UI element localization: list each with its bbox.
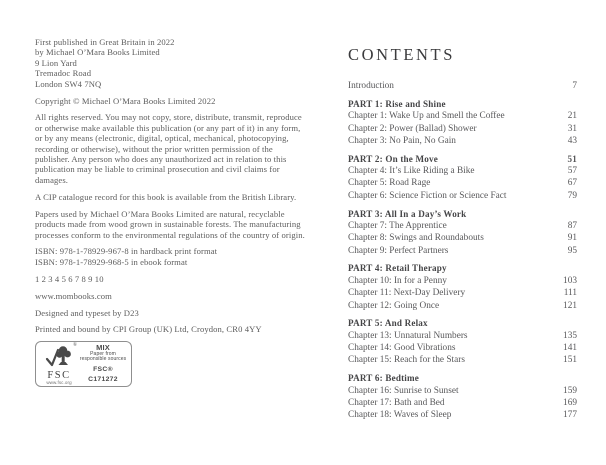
toc-entry-label: Chapter 6: Science Fiction or Science Fact: [348, 190, 507, 201]
toc-row-chapter-9: [348, 245, 577, 257]
toc-entry-page: 121: [563, 300, 577, 311]
toc-row-chapter-5: [348, 177, 577, 189]
toc-entry-label: Chapter 12: Going Once: [348, 300, 440, 311]
toc-entry-page: 91: [567, 233, 577, 244]
toc-entry-page: 177: [563, 410, 577, 421]
toc-entry-page: 159: [563, 385, 577, 396]
toc-row-chapter-18: [348, 409, 577, 421]
toc-row-chapter-4: [348, 165, 577, 177]
print-run-numbers: 1 2 3 4 5 6 7 8 9 10: [35, 273, 104, 284]
isbn-block: [35, 246, 305, 267]
fsc-source-line-2: responsible sources: [79, 356, 127, 363]
toc-entry-page: 21: [567, 111, 577, 122]
toc-entry-label: Chapter 18: Waves of Sleep: [348, 410, 452, 421]
address-line-2: Tremadoc Road: [35, 68, 92, 79]
toc-entry-page: 95: [567, 245, 577, 256]
toc-entry-page: 141: [563, 343, 577, 354]
toc-entry-label: Chapter 14: Good Vibrations: [348, 343, 456, 354]
toc-row-part-6: [348, 372, 577, 384]
toc-entry-label: Chapter 5: Road Rage: [348, 178, 431, 189]
toc-entry-page: 43: [567, 135, 577, 146]
toc-entry-page: 79: [567, 190, 577, 201]
toc-entry-page: 87: [567, 220, 577, 231]
toc-entry-page: 111: [563, 288, 577, 299]
fsc-mix-block: [78, 343, 128, 386]
toc-entry-label: Chapter 1: Wake Up and Smell the Coffee: [348, 111, 505, 122]
toc-entry-label: Chapter 16: Sunrise to Sunset: [348, 385, 459, 396]
toc-row-chapter-13: [348, 330, 577, 342]
fsc-logo-block: [40, 344, 78, 385]
toc-row-chapter-12: [348, 300, 577, 312]
fsc-tree-check-icon: [44, 344, 74, 370]
toc-row-chapter-15: [348, 354, 577, 366]
toc-entry-page: 151: [563, 355, 577, 366]
toc-row-chapter-11: [348, 287, 577, 299]
fsc-mix-label: MIX: [96, 342, 110, 352]
toc-entry-label: Chapter 10: In for a Penny: [348, 275, 447, 286]
toc-row-part-4: [348, 262, 577, 274]
isbn-ebook: ISBN: 978-1-78929-968-5 in ebook format: [35, 256, 188, 267]
toc-row-chapter-14: [348, 342, 577, 354]
toc-part-label: PART 4: Retail Therapy: [348, 263, 447, 274]
toc-entry-page: 31: [567, 123, 577, 134]
toc-entry-page: 7: [572, 81, 577, 91]
address-line-1: 9 Lion Yard: [35, 57, 77, 68]
toc-row-chapter-10: [348, 275, 577, 287]
toc-row-part-3: [348, 208, 577, 220]
toc-row-chapter-17: [348, 397, 577, 409]
toc-part-label: PART 6: Bedtime: [348, 373, 420, 384]
toc-row-chapter-8: [348, 232, 577, 244]
toc-part-label: PART 5: And Relax: [348, 318, 428, 329]
fsc-certification-label: [35, 341, 132, 387]
toc-entry-label: Chapter 2: Power (Ballad) Shower: [348, 123, 477, 134]
toc-row-introduction: [348, 80, 577, 92]
address-line-3: London SW4 7NQ: [35, 78, 102, 89]
toc-entry-label: Chapter 13: Unnatural Numbers: [348, 330, 468, 341]
toc-row-chapter-16: [348, 385, 577, 397]
typeset-credit: Designed and typeset by D23: [35, 307, 139, 318]
fsc-wordmark: FSC: [47, 370, 71, 382]
toc-entry-page: 57: [567, 166, 577, 177]
contents-heading: CONTENTS: [348, 45, 455, 64]
papers-paragraph: Papers used by Michael O’Mara Books Limited are natural, recyclable products made from wood grown in sustainable forests. The manufacturing processes conform to the environmental regulations of the country of origin.: [35, 208, 305, 240]
toc-entry-page: 103: [563, 275, 577, 286]
toc-part-label: PART 2: On the Move: [348, 153, 439, 164]
toc-part-label: PART 3: All In a Day’s Work: [348, 208, 467, 219]
registered-trademark-symbol: ®: [73, 342, 77, 348]
toc-entry-label: Introduction: [348, 81, 394, 91]
publication-line: First published in Great Britain in 2022: [35, 37, 175, 47]
toc-entry-label: Chapter 11: Next-Day Delivery: [348, 288, 466, 299]
toc-row-part-1: [348, 98, 577, 110]
toc-row-chapter-6: [348, 190, 577, 202]
fsc-certificate-number: FSC® C171272: [88, 366, 118, 384]
toc-entry-label: Chapter 15: Reach for the Stars: [348, 355, 465, 366]
cip-paragraph: A CIP catalogue record for this book is available from the British Library.: [35, 191, 297, 202]
publisher-address-block: [35, 37, 305, 89]
toc-row-chapter-2: [348, 123, 577, 135]
toc-entry-label: Chapter 17: Bath and Bed: [348, 397, 445, 408]
toc-entry-label: Chapter 4: It’s Like Riding a Bike: [348, 166, 475, 177]
printer-credit: Printed and bound by CPI Group (UK) Ltd, Croydon, CR0 4YY: [35, 324, 262, 335]
publisher-name: by Michael O’Mara Books Limited: [35, 47, 160, 58]
toc-entry-page: 135: [563, 330, 577, 341]
toc-row-chapter-1: [348, 110, 577, 122]
toc-row-chapter-7: [348, 220, 577, 232]
toc-part-page: 51: [567, 153, 577, 164]
fsc-source-line-1: Paper from: [90, 350, 116, 357]
toc-entry-label: Chapter 9: Perfect Partners: [348, 245, 449, 256]
rights-paragraph: All rights reserved. You may not copy, store, distribute, transmit, reproduce or otherwise make available this publication (or any part of it) in any form, or by any means (electronic, digital, optical, mechanical, photocopying, recording or otherwise), without the prior written permission of the publisher. Any person who does any unauthorized act in relation to this publication may be liable to criminal prosecution and civil claims for damages.: [35, 112, 302, 185]
contents-page: [348, 45, 577, 422]
toc-row-part-2: [348, 153, 577, 165]
toc-entry-label: Chapter 3: No Pain, No Gain: [348, 135, 456, 146]
copyright-line: Copyright © Michael O’Mara Books Limited 2022: [35, 95, 216, 106]
toc-entry-label: Chapter 7: The Apprentice: [348, 220, 447, 231]
fsc-website: www.fsc.org: [46, 380, 72, 386]
website-url: www.mombooks.com: [35, 290, 112, 301]
copyright-page: [35, 37, 305, 387]
toc-entry-label: Chapter 8: Swings and Roundabouts: [348, 233, 484, 244]
toc-row-chapter-3: [348, 135, 577, 147]
toc-part-label: PART 1: Rise and Shine: [348, 98, 446, 109]
toc-entry-page: 67: [567, 178, 577, 189]
toc-entry-page: 169: [563, 397, 577, 408]
isbn-hardback: ISBN: 978-1-78929-967-8 in hardback print format: [35, 246, 218, 257]
toc-row-part-5: [348, 317, 577, 329]
